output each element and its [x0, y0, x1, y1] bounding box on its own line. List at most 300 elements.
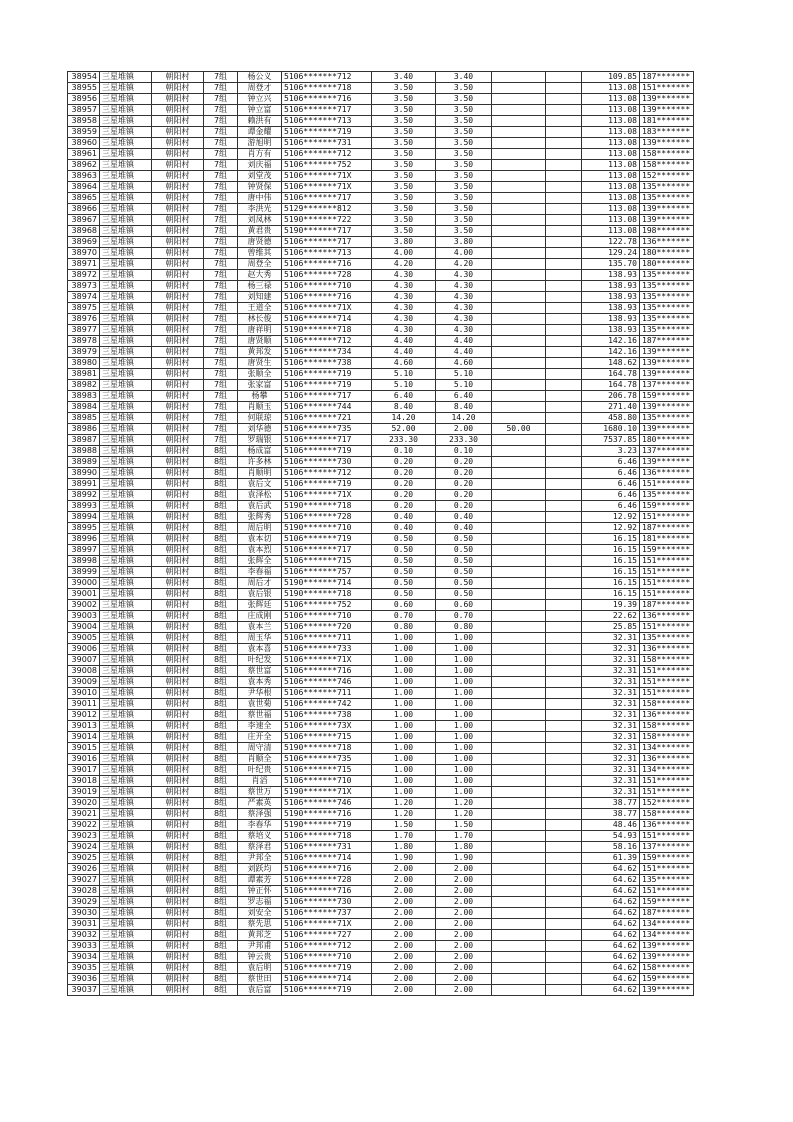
name-cell: 蔡泽君 [238, 842, 282, 853]
extra-cell [492, 743, 546, 754]
name-cell: 叶纪发 [238, 655, 282, 666]
amount-cell: 138.93 [582, 270, 640, 281]
area-b-cell: 1.00 [436, 699, 492, 710]
blank-cell [546, 171, 582, 182]
area-b-cell: 2.00 [436, 963, 492, 974]
amount-cell: 138.93 [582, 303, 640, 314]
table-row [68, 655, 694, 666]
id-number-cell: 5106*******731 [282, 842, 372, 853]
village-cell: 朝阳村 [152, 468, 204, 479]
table-row [68, 204, 694, 215]
amount-cell: 113.08 [582, 160, 640, 171]
town-cell: 三星堆镇 [100, 600, 152, 611]
area-b-cell: 3.50 [436, 127, 492, 138]
name-cell: 王道全 [238, 303, 282, 314]
area-b-cell: 4.00 [436, 248, 492, 259]
row-number: 39007 [68, 655, 100, 666]
blank-cell [546, 127, 582, 138]
phone-cell: 139******* [640, 941, 694, 952]
area-cell: 4.00 [372, 248, 436, 259]
id-number-cell: 5106*******714 [282, 853, 372, 864]
row-number: 38958 [68, 116, 100, 127]
table-row [68, 83, 694, 94]
amount-cell: 138.93 [582, 281, 640, 292]
phone-cell: 137******* [640, 446, 694, 457]
name-cell: 蔡培义 [238, 831, 282, 842]
row-number: 38966 [68, 204, 100, 215]
name-cell: 杨攀 [238, 391, 282, 402]
table-row [68, 72, 694, 83]
village-cell: 朝阳村 [152, 831, 204, 842]
phone-cell: 180******* [640, 259, 694, 270]
group-cell: 8组 [204, 754, 238, 765]
group-cell: 8组 [204, 501, 238, 512]
extra-cell [492, 490, 546, 501]
name-cell: 杨公义 [238, 72, 282, 83]
area-b-cell: 4.30 [436, 281, 492, 292]
amount-cell: 16.15 [582, 534, 640, 545]
row-number: 38959 [68, 127, 100, 138]
id-number-cell: 5106*******746 [282, 798, 372, 809]
group-cell: 7组 [204, 138, 238, 149]
blank-cell [546, 545, 582, 556]
id-number-cell: 5106*******711 [282, 633, 372, 644]
extra-cell [492, 787, 546, 798]
row-number: 38977 [68, 325, 100, 336]
phone-cell: 135******* [640, 413, 694, 424]
name-cell: 蔡世万 [238, 787, 282, 798]
area-cell: 1.00 [372, 710, 436, 721]
phone-cell: 151******* [640, 83, 694, 94]
town-cell: 三星堆镇 [100, 446, 152, 457]
group-cell: 8组 [204, 842, 238, 853]
area-cell: 1.00 [372, 765, 436, 776]
group-cell: 8组 [204, 644, 238, 655]
row-number: 39001 [68, 589, 100, 600]
row-number: 38997 [68, 545, 100, 556]
row-number: 39032 [68, 930, 100, 941]
table-row [68, 710, 694, 721]
amount-cell: 6.46 [582, 490, 640, 501]
table-row [68, 336, 694, 347]
amount-cell: 64.62 [582, 985, 640, 996]
area-cell: 0.50 [372, 589, 436, 600]
phone-cell: 139******* [640, 424, 694, 435]
area-b-cell: 4.30 [436, 292, 492, 303]
table-row [68, 303, 694, 314]
area-cell: 0.20 [372, 468, 436, 479]
extra-cell [492, 688, 546, 699]
blank-cell [546, 688, 582, 699]
village-cell: 朝阳村 [152, 424, 204, 435]
area-cell: 2.00 [372, 908, 436, 919]
table-row [68, 380, 694, 391]
amount-cell: 113.08 [582, 204, 640, 215]
extra-cell [492, 776, 546, 787]
phone-cell: 151******* [640, 479, 694, 490]
area-cell: 2.00 [372, 919, 436, 930]
name-cell: 蔡世田 [238, 974, 282, 985]
area-b-cell: 0.50 [436, 567, 492, 578]
table-row [68, 94, 694, 105]
table-row [68, 523, 694, 534]
village-cell: 朝阳村 [152, 127, 204, 138]
area-cell: 1.00 [372, 743, 436, 754]
name-cell: 肖顺明 [238, 468, 282, 479]
group-cell: 7组 [204, 314, 238, 325]
extra-cell [492, 908, 546, 919]
amount-cell: 32.31 [582, 787, 640, 798]
blank-cell [546, 391, 582, 402]
name-cell: 周登才 [238, 83, 282, 94]
row-number: 38964 [68, 182, 100, 193]
village-cell: 朝阳村 [152, 919, 204, 930]
blank-cell [546, 655, 582, 666]
phone-cell: 198******* [640, 226, 694, 237]
area-b-cell: 2.00 [436, 908, 492, 919]
blank-cell [546, 842, 582, 853]
blank-cell [546, 963, 582, 974]
table-row [68, 842, 694, 853]
phone-cell: 151******* [640, 831, 694, 842]
amount-cell: 138.93 [582, 292, 640, 303]
group-cell: 8组 [204, 908, 238, 919]
extra-cell [492, 226, 546, 237]
area-b-cell: 5.10 [436, 369, 492, 380]
id-number-cell: 5106*******713 [282, 116, 372, 127]
area-cell: 2.00 [372, 985, 436, 996]
town-cell: 三星堆镇 [100, 721, 152, 732]
blank-cell [546, 897, 582, 908]
blank-cell [546, 952, 582, 963]
name-cell: 杨成富 [238, 446, 282, 457]
area-cell: 0.20 [372, 501, 436, 512]
amount-cell: 61.39 [582, 853, 640, 864]
extra-cell [492, 897, 546, 908]
extra-cell [492, 435, 546, 446]
town-cell: 三星堆镇 [100, 226, 152, 237]
name-cell: 钟立富 [238, 105, 282, 116]
table-row [68, 864, 694, 875]
village-cell: 朝阳村 [152, 677, 204, 688]
phone-cell: 152******* [640, 171, 694, 182]
name-cell: 肖顺全 [238, 754, 282, 765]
area-b-cell: 14.20 [436, 413, 492, 424]
name-cell: 唐中伟 [238, 193, 282, 204]
town-cell: 三星堆镇 [100, 578, 152, 589]
id-number-cell: 5106*******716 [282, 259, 372, 270]
name-cell: 刘华德 [238, 424, 282, 435]
group-cell: 8组 [204, 776, 238, 787]
row-number: 38995 [68, 523, 100, 534]
amount-cell: 64.62 [582, 930, 640, 941]
id-number-cell: 5106*******719 [282, 985, 372, 996]
extra-cell [492, 941, 546, 952]
area-b-cell: 1.00 [436, 787, 492, 798]
blank-cell [546, 138, 582, 149]
blank-cell [546, 94, 582, 105]
group-cell: 7组 [204, 204, 238, 215]
table-row [68, 809, 694, 820]
phone-cell: 183******* [640, 127, 694, 138]
blank-cell [546, 864, 582, 875]
row-number: 38961 [68, 149, 100, 160]
group-cell: 8组 [204, 556, 238, 567]
phone-cell: 158******* [640, 160, 694, 171]
village-cell: 朝阳村 [152, 413, 204, 424]
name-cell: 袁后文 [238, 479, 282, 490]
id-number-cell: 5106*******715 [282, 556, 372, 567]
id-number-cell: 5190*******717 [282, 226, 372, 237]
id-number-cell: 5106*******712 [282, 468, 372, 479]
area-b-cell: 3.50 [436, 149, 492, 160]
town-cell: 三星堆镇 [100, 468, 152, 479]
blank-cell [546, 446, 582, 457]
area-cell: 2.00 [372, 974, 436, 985]
area-b-cell: 1.00 [436, 666, 492, 677]
town-cell: 三星堆镇 [100, 919, 152, 930]
row-number: 38981 [68, 369, 100, 380]
area-b-cell: 0.20 [436, 479, 492, 490]
extra-cell [492, 600, 546, 611]
blank-cell [546, 358, 582, 369]
amount-cell: 64.62 [582, 875, 640, 886]
table-row [68, 347, 694, 358]
phone-cell: 136******* [640, 611, 694, 622]
phone-cell: 135******* [640, 281, 694, 292]
group-cell: 7组 [204, 270, 238, 281]
blank-cell [546, 985, 582, 996]
group-cell: 8组 [204, 787, 238, 798]
village-cell: 朝阳村 [152, 259, 204, 270]
id-number-cell: 5106*******714 [282, 974, 372, 985]
id-number-cell: 5106*******719 [282, 963, 372, 974]
area-b-cell: 4.30 [436, 303, 492, 314]
group-cell: 7组 [204, 325, 238, 336]
table-row [68, 391, 694, 402]
village-cell: 朝阳村 [152, 292, 204, 303]
phone-cell: 135******* [640, 303, 694, 314]
extra-cell [492, 237, 546, 248]
amount-cell: 113.08 [582, 116, 640, 127]
town-cell: 三星堆镇 [100, 831, 152, 842]
village-cell: 朝阳村 [152, 765, 204, 776]
town-cell: 三星堆镇 [100, 369, 152, 380]
table-row [68, 149, 694, 160]
area-b-cell: 0.70 [436, 611, 492, 622]
area-b-cell: 5.10 [436, 380, 492, 391]
area-b-cell: 2.00 [436, 930, 492, 941]
name-cell: 黄君贵 [238, 226, 282, 237]
area-cell: 4.20 [372, 259, 436, 270]
town-cell: 三星堆镇 [100, 413, 152, 424]
amount-cell: 164.78 [582, 380, 640, 391]
name-cell: 袁后银 [238, 589, 282, 600]
table-row [68, 127, 694, 138]
row-number: 38996 [68, 534, 100, 545]
blank-cell [546, 721, 582, 732]
town-cell: 三星堆镇 [100, 105, 152, 116]
id-number-cell: 5106*******716 [282, 94, 372, 105]
area-b-cell: 0.20 [436, 501, 492, 512]
row-number: 39031 [68, 919, 100, 930]
area-cell: 0.20 [372, 457, 436, 468]
id-number-cell: 5106*******738 [282, 710, 372, 721]
town-cell: 三星堆镇 [100, 666, 152, 677]
area-b-cell: 4.20 [436, 259, 492, 270]
village-cell: 朝阳村 [152, 688, 204, 699]
town-cell: 三星堆镇 [100, 842, 152, 853]
town-cell: 三星堆镇 [100, 699, 152, 710]
area-b-cell: 1.00 [436, 688, 492, 699]
blank-cell [546, 809, 582, 820]
id-number-cell: 5106*******718 [282, 831, 372, 842]
town-cell: 三星堆镇 [100, 776, 152, 787]
amount-cell: 113.08 [582, 171, 640, 182]
extra-cell [492, 391, 546, 402]
group-cell: 7组 [204, 105, 238, 116]
extra-cell [492, 259, 546, 270]
area-b-cell: 4.40 [436, 347, 492, 358]
row-number: 38967 [68, 215, 100, 226]
town-cell: 三星堆镇 [100, 974, 152, 985]
id-number-cell: 5190*******719 [282, 820, 372, 831]
phone-cell: 158******* [640, 699, 694, 710]
id-number-cell: 5106*******752 [282, 600, 372, 611]
town-cell: 三星堆镇 [100, 424, 152, 435]
town-cell: 三星堆镇 [100, 358, 152, 369]
village-cell: 朝阳村 [152, 622, 204, 633]
village-cell: 朝阳村 [152, 875, 204, 886]
row-number: 39015 [68, 743, 100, 754]
extra-cell [492, 270, 546, 281]
area-cell: 3.50 [372, 127, 436, 138]
row-number: 38979 [68, 347, 100, 358]
id-number-cell: 5190*******718 [282, 589, 372, 600]
amount-cell: 113.08 [582, 182, 640, 193]
amount-cell: 113.08 [582, 149, 640, 160]
row-number: 38990 [68, 468, 100, 479]
extra-cell [492, 578, 546, 589]
group-cell: 8组 [204, 831, 238, 842]
row-number: 39005 [68, 633, 100, 644]
amount-cell: 32.31 [582, 655, 640, 666]
area-b-cell: 2.00 [436, 919, 492, 930]
extra-cell [492, 556, 546, 567]
group-cell: 7组 [204, 292, 238, 303]
name-cell: 周登全 [238, 259, 282, 270]
town-cell: 三星堆镇 [100, 215, 152, 226]
group-cell: 7组 [204, 83, 238, 94]
extra-cell [492, 347, 546, 358]
village-cell: 朝阳村 [152, 556, 204, 567]
town-cell: 三星堆镇 [100, 325, 152, 336]
extra-cell [492, 325, 546, 336]
table-row [68, 160, 694, 171]
village-cell: 朝阳村 [152, 732, 204, 743]
amount-cell: 6.46 [582, 457, 640, 468]
town-cell: 三星堆镇 [100, 457, 152, 468]
group-cell: 8组 [204, 578, 238, 589]
extra-cell [492, 336, 546, 347]
amount-cell: 16.15 [582, 589, 640, 600]
phone-cell: 151******* [640, 666, 694, 677]
phone-cell: 151******* [640, 556, 694, 567]
group-cell: 7组 [204, 336, 238, 347]
amount-cell: 54.93 [582, 831, 640, 842]
town-cell: 三星堆镇 [100, 611, 152, 622]
id-number-cell: 5106*******71X [282, 303, 372, 314]
village-cell: 朝阳村 [152, 699, 204, 710]
area-b-cell: 2.00 [436, 952, 492, 963]
town-cell: 三星堆镇 [100, 985, 152, 996]
town-cell: 三星堆镇 [100, 314, 152, 325]
table-row [68, 765, 694, 776]
phone-cell: 137******* [640, 380, 694, 391]
name-cell: 袁后武 [238, 501, 282, 512]
area-cell: 2.00 [372, 941, 436, 952]
phone-cell: 159******* [640, 391, 694, 402]
row-number: 38965 [68, 193, 100, 204]
phone-cell: 151******* [640, 578, 694, 589]
id-number-cell: 5190*******716 [282, 809, 372, 820]
table-row [68, 402, 694, 413]
area-cell: 1.50 [372, 820, 436, 831]
group-cell: 8组 [204, 545, 238, 556]
area-cell: 3.50 [372, 105, 436, 116]
extra-cell [492, 611, 546, 622]
id-number-cell: 5106*******719 [282, 479, 372, 490]
area-cell: 0.80 [372, 622, 436, 633]
phone-cell: 159******* [640, 974, 694, 985]
group-cell: 7组 [204, 424, 238, 435]
village-cell: 朝阳村 [152, 941, 204, 952]
blank-cell [546, 523, 582, 534]
area-b-cell: 0.50 [436, 589, 492, 600]
name-cell: 谭素芳 [238, 875, 282, 886]
phone-cell: 134******* [640, 765, 694, 776]
town-cell: 三星堆镇 [100, 930, 152, 941]
phone-cell: 151******* [640, 589, 694, 600]
extra-cell [492, 116, 546, 127]
name-cell: 肖滔 [238, 776, 282, 787]
group-cell: 7组 [204, 259, 238, 270]
village-cell: 朝阳村 [152, 182, 204, 193]
blank-cell [546, 567, 582, 578]
phone-cell: 139******* [640, 358, 694, 369]
phone-cell: 139******* [640, 215, 694, 226]
row-number: 39011 [68, 699, 100, 710]
group-cell: 8组 [204, 490, 238, 501]
amount-cell: 32.31 [582, 666, 640, 677]
name-cell: 周守清 [238, 743, 282, 754]
row-number: 38989 [68, 457, 100, 468]
table-row [68, 699, 694, 710]
table-row [68, 237, 694, 248]
name-cell: 严素英 [238, 798, 282, 809]
town-cell: 三星堆镇 [100, 743, 152, 754]
village-cell: 朝阳村 [152, 864, 204, 875]
area-cell: 5.10 [372, 369, 436, 380]
blank-cell [546, 677, 582, 688]
village-cell: 朝阳村 [152, 457, 204, 468]
name-cell: 袁后明 [238, 963, 282, 974]
area-cell: 3.50 [372, 149, 436, 160]
group-cell: 7组 [204, 281, 238, 292]
table-row [68, 413, 694, 424]
area-b-cell: 1.20 [436, 798, 492, 809]
extra-cell [492, 655, 546, 666]
